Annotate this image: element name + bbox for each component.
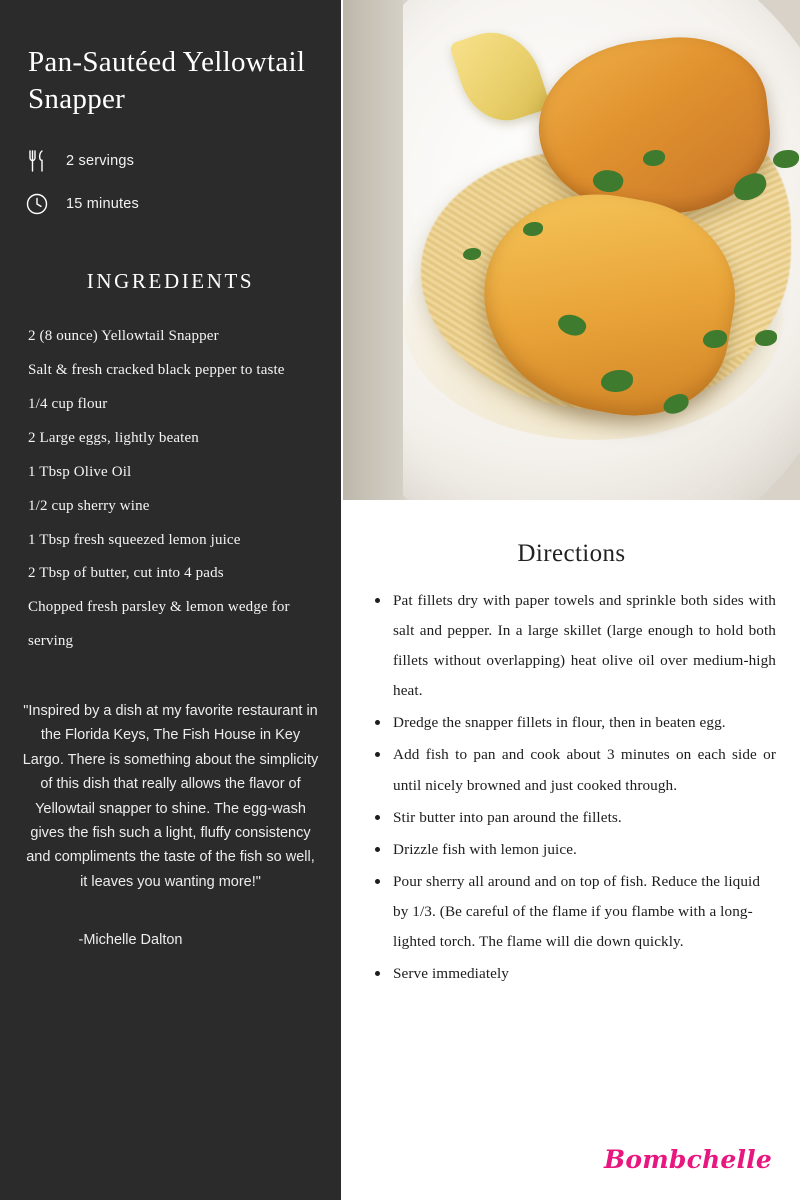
list-item: Pat fillets dry with paper towels and sprinkle both sides with salt and pepper. In a large skillet (large enough to hold both fillets without overlapping) heat olive oil over medium-high heat. — [367, 586, 776, 706]
meta-servings — [24, 148, 341, 174]
list-item: 2 Tbsp of butter, cut into 4 pads — [28, 565, 224, 582]
list-item: Drizzle fish with lemon juice. — [367, 835, 776, 865]
content-column — [343, 0, 800, 1200]
meta-time-label: 15 minutes — [66, 196, 139, 213]
recipe-meta-list — [0, 148, 341, 217]
list-item: 2 Large eggs, lightly beaten — [28, 429, 199, 446]
clock-icon — [24, 191, 50, 217]
list-item: Serve immediately — [367, 959, 776, 989]
list-item: 1 Tbsp fresh squeezed lemon juice — [28, 531, 241, 548]
list-item: 1/4 cup flour — [28, 396, 108, 412]
page-title: Pan-Sautéed Yellowtail Snapper — [28, 46, 306, 116]
list-item: Dredge the snapper fillets in flour, then in beaten egg. — [367, 708, 776, 738]
list-item: Salt & fresh cracked black pepper to taste — [28, 362, 285, 379]
list-item: 1 Tbsp Olive Oil — [28, 463, 132, 480]
author-quote: "Inspired by a dish at my favorite restaurant in the Florida Keys, The Fish House in Key Largo. There is something about the simplicity of this dish that really allows the flavor of Yellowtail snapper to shine. The egg-wash gives the fish such a light, fluffy consistency and compliments the taste of the fish so well, it leaves you wanting more!" — [22, 703, 319, 890]
fork-knife-icon — [24, 148, 50, 174]
meta-servings-label: 2 servings — [66, 153, 135, 170]
list-item: Add fish to pan and cook about 3 minutes on each side or until nicely browned and just cooked through. — [367, 740, 776, 800]
author-name: -Michelle Dalton — [78, 932, 183, 948]
list-item: 2 (8 ounce) Yellowtail Snapper — [28, 328, 219, 345]
list-item: 1/2 cup sherry wine — [28, 497, 150, 514]
meta-time — [24, 191, 341, 217]
directions-heading: Directions — [517, 540, 626, 567]
ingredients-list — [0, 320, 341, 659]
directions-section — [343, 500, 800, 989]
table-surface — [343, 0, 403, 500]
list-item: Chopped fresh parsley & lemon wedge for serving — [28, 599, 290, 650]
brand-logo: Bombchelle — [604, 1145, 772, 1174]
title-block — [0, 0, 341, 118]
author-quote-block — [0, 699, 341, 948]
ingredients-heading: INGREDIENTS — [86, 269, 255, 294]
directions-list — [367, 586, 776, 989]
list-item: Pour sherry all around and on top of fish. Reduce the liquid by 1/3. (Be careful of the flame if you flambe with a long-lighted torch. The flame will die down quickly. — [367, 867, 776, 957]
recipe-photo — [343, 0, 800, 500]
sidebar — [0, 0, 343, 1200]
list-item: Stir butter into pan around the fillets. — [367, 803, 776, 833]
